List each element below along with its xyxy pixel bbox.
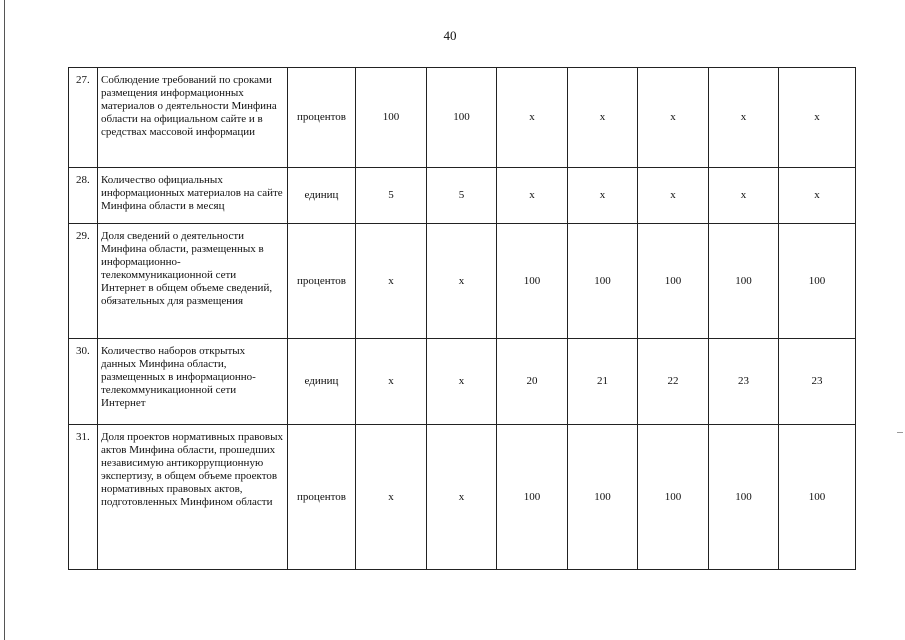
indicator-name: Количество официальных информационных материалов на сайте Минфина области в месяц xyxy=(98,168,288,224)
row-number: 31. xyxy=(69,425,98,570)
value-cell: 20 xyxy=(497,339,568,425)
value-cell: x xyxy=(638,168,709,224)
value-cell: 100 xyxy=(427,68,497,168)
stray-mark xyxy=(897,432,903,433)
value-cell: x xyxy=(568,168,638,224)
value-cell: 23 xyxy=(779,339,856,425)
value-cell: 100 xyxy=(356,68,427,168)
unit-cell: единиц xyxy=(288,168,356,224)
value-cell: 100 xyxy=(779,224,856,339)
value-cell: x xyxy=(779,68,856,168)
page-number: 40 xyxy=(443,28,457,43)
value-cell: 100 xyxy=(568,425,638,570)
unit-cell: единиц xyxy=(288,339,356,425)
value-cell: 100 xyxy=(497,224,568,339)
value-cell: 100 xyxy=(497,425,568,570)
value-cell: x xyxy=(497,168,568,224)
indicator-name: Доля проектов нормативных правовых актов Минфина области, прошедших независимую антикоррупционную экспертизу, в общем объеме проектов нормативных правовых актов, подготовленных Минфином области xyxy=(98,425,288,570)
value-cell: x xyxy=(709,68,779,168)
indicator-name: Доля сведений о деятельности Минфина области, размещенных в информационно-телекоммуникационной сети Интернет в общем объеме сведений, обязательных для размещения xyxy=(98,224,288,339)
value-cell: 21 xyxy=(568,339,638,425)
value-cell: 100 xyxy=(779,425,856,570)
table-row xyxy=(69,68,856,168)
value-cell: 100 xyxy=(709,224,779,339)
row-number: 27. xyxy=(69,68,98,168)
table-row xyxy=(69,224,856,339)
value-cell: x xyxy=(356,224,427,339)
value-cell: 5 xyxy=(356,168,427,224)
row-number: 28. xyxy=(69,168,98,224)
value-cell: 100 xyxy=(638,224,709,339)
indicator-name: Количество наборов открытых данных Минфина области, размещенных в информационно-телекоммуникационной сети Интернет xyxy=(98,339,288,425)
row-number: 30. xyxy=(69,339,98,425)
value-cell: 5 xyxy=(427,168,497,224)
table-row xyxy=(69,168,856,224)
unit-cell: процентов xyxy=(288,425,356,570)
value-cell: x xyxy=(356,425,427,570)
table-row xyxy=(69,339,856,425)
unit-cell: процентов xyxy=(288,68,356,168)
value-cell: x xyxy=(356,339,427,425)
value-cell: 100 xyxy=(709,425,779,570)
value-cell: 100 xyxy=(568,224,638,339)
value-cell: x xyxy=(427,224,497,339)
row-number: 29. xyxy=(69,224,98,339)
value-cell: 23 xyxy=(709,339,779,425)
value-cell: x xyxy=(427,425,497,570)
page-edge-line xyxy=(4,0,5,640)
table-row xyxy=(69,425,856,570)
unit-cell: процентов xyxy=(288,224,356,339)
value-cell: x xyxy=(779,168,856,224)
value-cell: x xyxy=(497,68,568,168)
value-cell: x xyxy=(638,68,709,168)
value-cell: x xyxy=(427,339,497,425)
value-cell: x xyxy=(568,68,638,168)
value-cell: 22 xyxy=(638,339,709,425)
value-cell: x xyxy=(709,168,779,224)
indicator-name: Соблюдение требований по сроками размещения информационных материалов о деятельности Минфина области на официальном сайте и в средствах массовой информации xyxy=(98,68,288,168)
indicators-table xyxy=(68,67,856,570)
value-cell: 100 xyxy=(638,425,709,570)
